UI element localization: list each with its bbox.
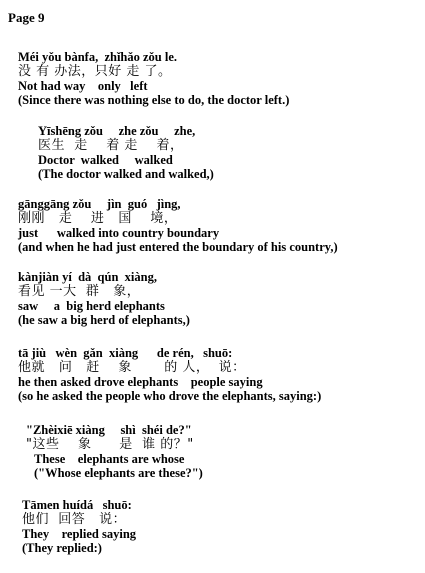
pinyin-line: "Zhèixiē xiàng shì shéi de?"	[26, 423, 192, 437]
pinyin-line: tā jiù wèn gǎn xiàng de rén, shuō:	[18, 346, 233, 360]
translation-line: (The doctor walked and walked,)	[38, 167, 214, 181]
passage-section	[18, 197, 338, 254]
pinyin-line: Méi yǒu bànfa, zhǐhǎo zǒu le.	[18, 50, 178, 64]
page-title: Page 9	[8, 10, 45, 25]
passage-section	[38, 124, 214, 181]
translation-line: (so he asked the people who drove the elephants, saying:)	[18, 389, 322, 403]
gloss-line: Doctor walked walked	[38, 153, 173, 167]
passage-section	[22, 498, 136, 555]
gloss-line: he then asked drove elephants people saying	[18, 375, 263, 389]
passage-section	[18, 50, 289, 107]
gloss-line: They replied saying	[22, 527, 137, 541]
translation-line: (he saw a big herd of elephants,)	[18, 313, 190, 327]
translation-line: (and when he had just entered the boundary of his country,)	[18, 240, 338, 254]
hanzi-line: "这些 象 是 谁 的？"	[26, 437, 194, 452]
pinyin-line: Tāmen huídá shuō:	[22, 498, 132, 512]
passage-section	[26, 423, 203, 480]
hanzi-line: 刚刚 走 进 国 境，	[18, 211, 178, 226]
hanzi-line: 他就 问 赶 象 的 人， 说：	[18, 360, 246, 375]
pinyin-line: kànjiàn yí dà qún xiàng,	[18, 270, 157, 284]
gloss-line: just walked into country boundary	[18, 226, 220, 240]
gloss-line: Not had way only left	[18, 79, 148, 93]
hanzi-line: 看见 一大 群 象，	[18, 284, 141, 299]
passage-section	[18, 270, 190, 327]
hanzi-line: 他们 回答 说：	[22, 512, 127, 527]
translation-line: (They replied:)	[22, 541, 102, 555]
hanzi-line: 医生 走 着 走 着，	[38, 138, 184, 153]
passage-section	[18, 346, 321, 403]
gloss-line: saw a big herd elephants	[18, 299, 165, 313]
pinyin-line: gānggāng zǒu jìn guó jìng,	[18, 197, 181, 211]
hanzi-line: 没 有 办法，只好 走 了。	[18, 64, 172, 79]
translation-line: ("Whose elephants are these?")	[34, 466, 203, 480]
pinyin-line: Yīshēng zǒu zhe zǒu zhe,	[38, 124, 196, 138]
gloss-line: These elephants are whose	[34, 452, 185, 466]
translation-line: (Since there was nothing else to do, the doctor left.)	[18, 93, 290, 107]
